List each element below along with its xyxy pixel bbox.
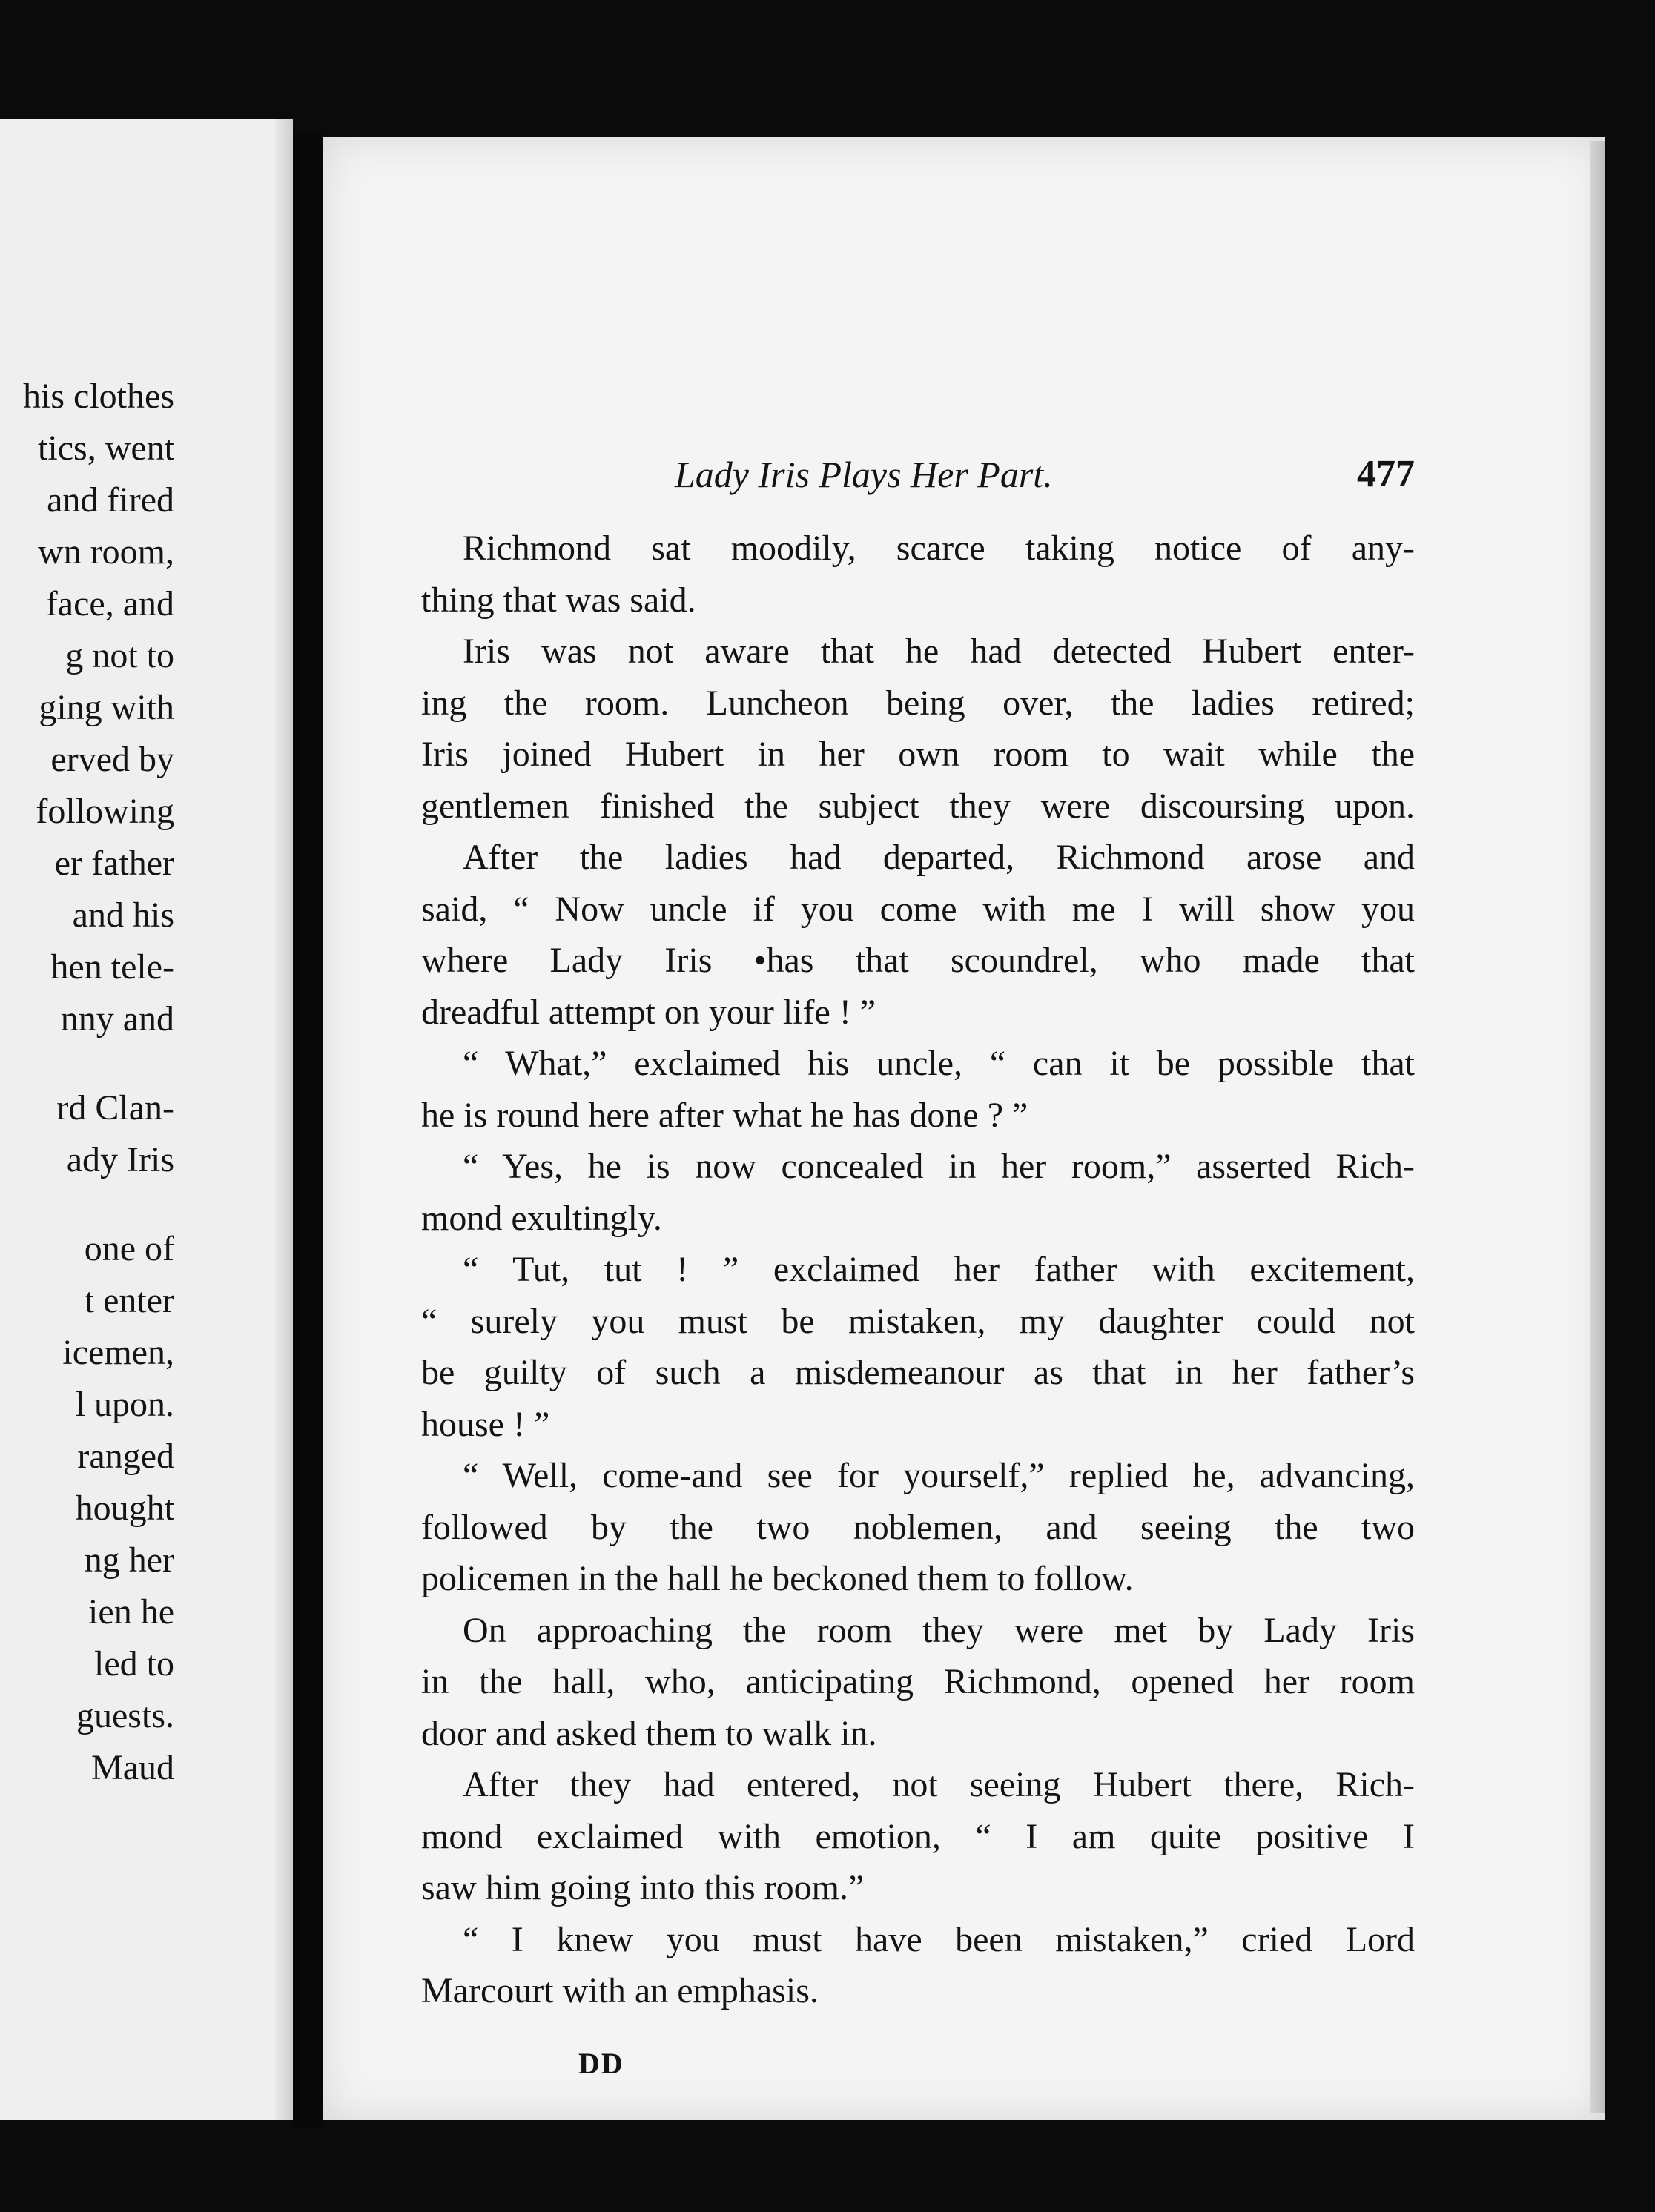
left-page-line: ranged [77,1437,174,1476]
left-page-line: ging with [39,688,174,727]
text-line: policemen in the hall he beckoned them to follow. [421,1559,1134,1598]
text-line: door and asked them to walk in. [421,1713,877,1753]
left-page-line: and fired [47,480,174,520]
running-title: Lady Iris Plays Her Part. [675,454,1053,495]
text-line: After they had entered, not seeing Hubert there, Rich- [463,1765,1415,1804]
text-line: “ surely you must be mistaken, my daughter could not [421,1301,1415,1341]
text-line: ing the room. Luncheon being over, the ladies retired; [421,683,1415,723]
text-line: “ What,” exclaimed his uncle, “ can it be possible that [463,1044,1415,1083]
text-line: Marcourt with an emphasis. [421,1971,819,2010]
text-line: Iris joined Hubert in her own room to wait while the [421,735,1415,774]
text-line: followed by the two noblemen, and seeing the two [421,1507,1415,1547]
text-line: “ Tut, tut ! ” exclaimed her father with excitement, [463,1250,1415,1289]
text-line: he is round here after what he has done ? ” [421,1095,1028,1135]
text-line: Richmond sat moodily, scarce taking notice of any- [463,529,1415,568]
text-line: where Lady Iris •has that scoundrel, who made that [421,941,1415,980]
left-page-line: nny and [60,999,174,1039]
text-line: saw him going into this room.” [421,1868,865,1907]
text-line: mond exclaimed with emotion, “ I am quite positive I [421,1816,1415,1856]
text-line: “ Well, come-and see for yourself,” replied he, advancing, [463,1456,1415,1495]
book-binding [293,133,323,2127]
left-page-text [0,371,174,1794]
text-line: thing that was said. [421,580,696,620]
left-page-line: led to [94,1644,174,1683]
text-line: dreadful attempt on your life ! ” [421,992,876,1032]
left-page-line: hen tele- [50,947,174,987]
right-page-edge [1590,141,1605,2113]
text-line: gentlemen finished the subject they were discoursing upon. [421,786,1415,826]
left-page-line: ien he [88,1592,174,1632]
left-page-line: ady Iris [66,1140,174,1179]
left-page-line: rd Clan- [56,1088,174,1127]
text-line: Iris was not aware that he had detected Hubert enter- [463,632,1415,671]
left-page-line: his clothes [23,377,174,416]
left-page-gap [0,1186,174,1223]
text-line: be guilty of such a misdemeanour as that in her father’s [421,1353,1415,1392]
left-page-line: l upon. [75,1385,174,1424]
left-page-line: t enter [84,1281,174,1320]
left-page-line: g not to [65,636,174,675]
left-page-line: one of [84,1229,174,1268]
page-number: 477 [1357,453,1415,495]
text-line: On approaching the room they were met by Lady Iris [463,1610,1415,1650]
signature-mark: DD [578,2047,624,2080]
text-line: said, “ Now uncle if you come with me I will show you [421,889,1415,929]
left-page-line: following [36,792,174,831]
running-head [323,448,1605,500]
text-line: After the ladies had departed, Richmond arose and [463,838,1415,877]
left-page-edge [275,119,293,2120]
left-page-line: tics, went [38,428,174,468]
left-page-line: wn room, [38,532,174,572]
left-page-line: hought [75,1489,174,1528]
left-page-line: icemen, [62,1333,174,1372]
text-line: “ Yes, he is now concealed in her room,” asserted Rich- [463,1147,1415,1186]
text-line: “ I knew you must have been mistaken,” cried Lord [463,1919,1415,1959]
text-line: house ! ” [421,1404,550,1444]
left-page-line: erved by [50,740,174,779]
body-text [421,523,1415,2017]
left-page-line: and his [72,895,174,935]
left-page-line: guests. [76,1696,174,1735]
left-page-line: face, and [45,584,174,623]
left-page-line: Maud [91,1748,174,1787]
left-page-line: ng her [84,1540,174,1580]
text-line: mond exultingly. [421,1198,662,1238]
left-page [0,119,293,2120]
left-page-gap [0,1045,174,1082]
right-page [323,137,1605,2120]
text-line: in the hall, who, anticipating Richmond, opened her room [421,1662,1415,1701]
left-page-line: er father [54,844,174,883]
